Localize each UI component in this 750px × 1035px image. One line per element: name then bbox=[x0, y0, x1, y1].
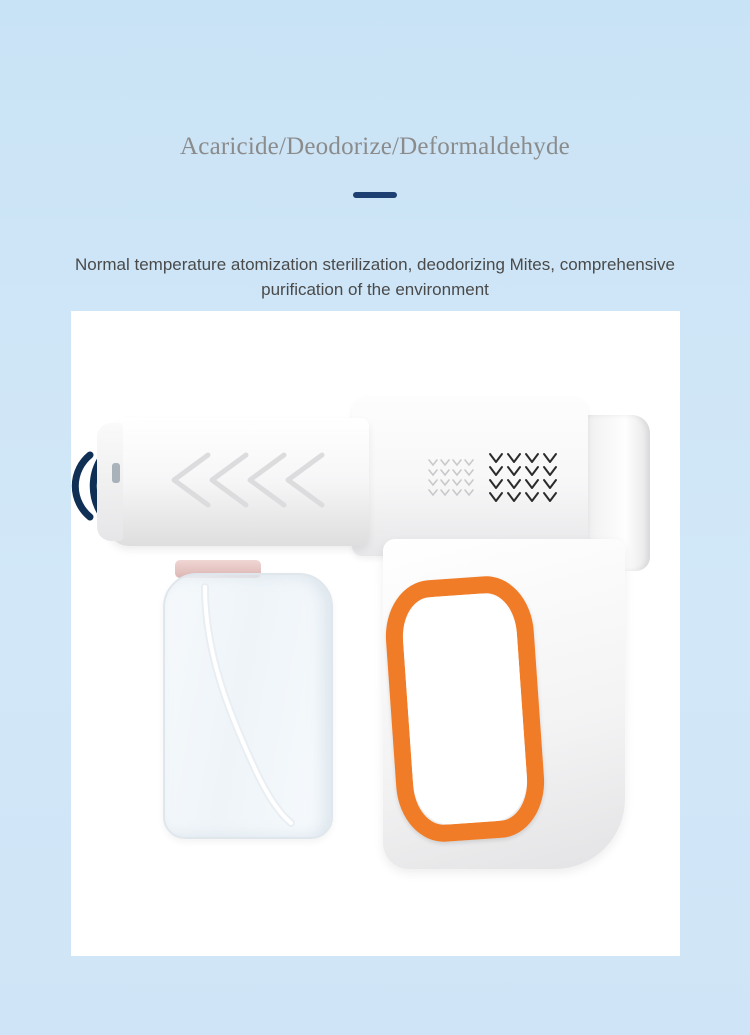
dotted-grille-icon bbox=[426, 454, 480, 502]
arrow-grille-icon bbox=[486, 449, 572, 505]
page-title: Acaricide/Deodorize/Deformaldehyde bbox=[180, 133, 570, 160]
page-subtitle: Normal temperature atomization sterilization, deodorizing Mites, comprehensive purification of the environment bbox=[75, 255, 675, 299]
handle-opening bbox=[400, 591, 530, 826]
title-divider bbox=[353, 192, 397, 198]
spray-gun-device bbox=[71, 311, 680, 956]
suction-tube bbox=[199, 583, 309, 829]
indicator-light bbox=[112, 463, 120, 483]
product-photo bbox=[71, 311, 680, 956]
chevron-arrows-icon bbox=[166, 449, 326, 511]
